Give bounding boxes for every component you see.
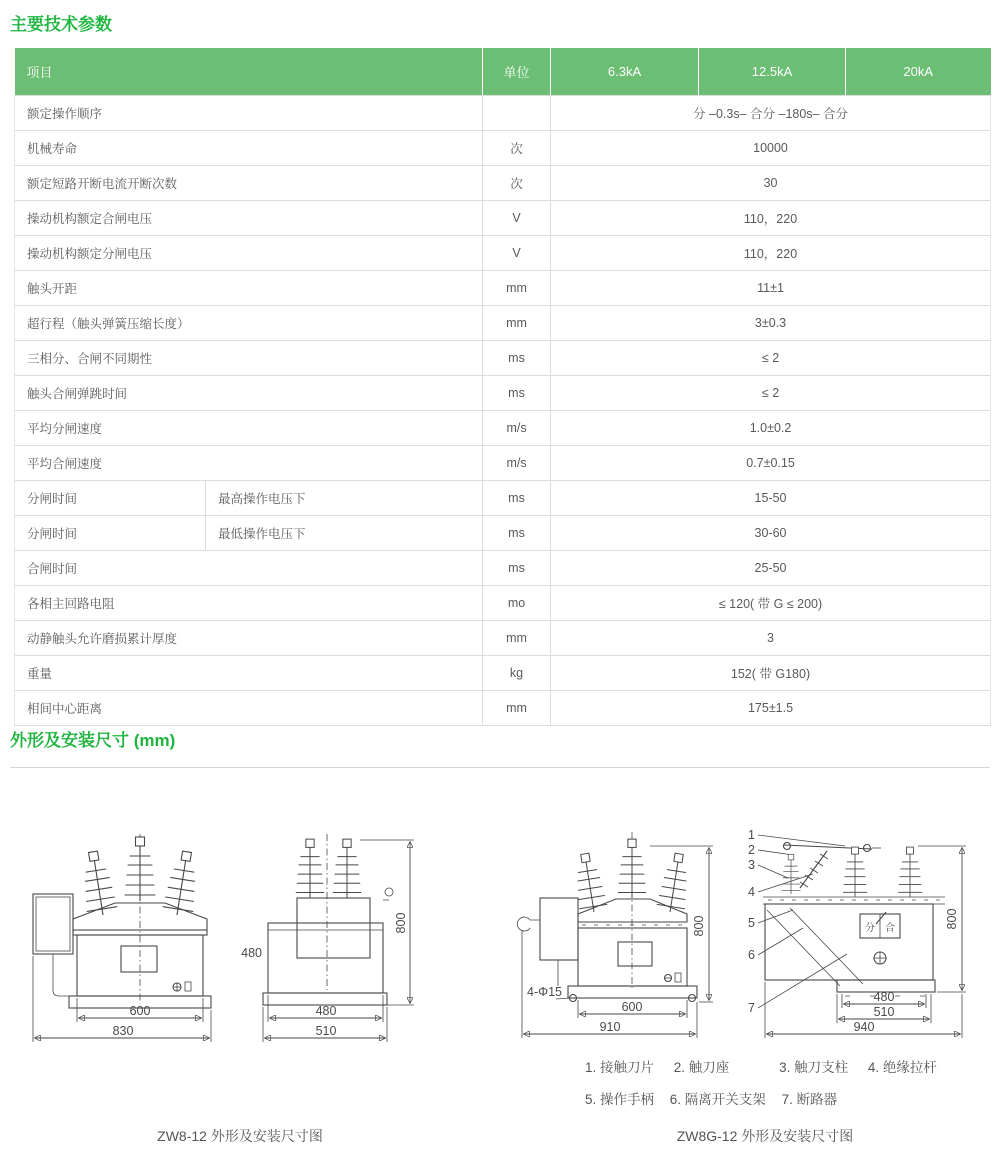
parts-legend	[585, 1056, 990, 1108]
insulator-icon	[782, 854, 801, 894]
row-unit: ms	[483, 516, 551, 551]
header-col-6-3ka: 6.3kA	[551, 48, 699, 96]
header-unit: 单位	[483, 48, 551, 96]
row-label: 相间中心距离	[15, 691, 483, 726]
dim-label: 800	[394, 912, 408, 934]
insulator-icon	[618, 839, 646, 898]
indicator-open-label: 分	[865, 923, 875, 934]
mechanism-box	[540, 898, 578, 960]
row-value: 25-50	[551, 551, 991, 586]
parameters-table	[14, 48, 991, 726]
table-row	[15, 551, 991, 586]
insulator-icon	[162, 849, 202, 917]
zw8-side-view	[241, 834, 414, 1042]
row-unit	[483, 96, 551, 131]
table-row	[15, 516, 991, 551]
row-unit: m/s	[483, 411, 551, 446]
mechanism-box	[33, 894, 73, 954]
part-number: 7	[748, 1001, 755, 1015]
header-item: 项目	[15, 48, 483, 96]
row-value: 15-50	[551, 481, 991, 516]
ground-symbol-icon	[173, 982, 191, 991]
zw8g-side-view	[748, 828, 966, 1038]
dim-label: 480	[241, 946, 262, 960]
row-value: ≤ 2	[551, 376, 991, 411]
row-unit: 次	[483, 131, 551, 166]
figure-caption-zw8-12: ZW8-12 外形及安装尺寸图	[157, 1128, 323, 1144]
figure-caption-zw8g-12: ZW8G-12 外形及安装尺寸图	[676, 1128, 854, 1144]
holes-label: 4-Φ15	[527, 985, 562, 999]
section-title-dimensions: 外形及安装尺寸 (mm)	[10, 731, 176, 750]
row-label: 合闸时间	[15, 551, 483, 586]
dim-label: 510	[873, 1005, 895, 1019]
table-row	[15, 201, 991, 236]
row-unit: m/s	[483, 446, 551, 481]
row-value: 3	[551, 621, 991, 656]
row-label: 分闸时间	[15, 516, 206, 551]
parts-legend-line1	[585, 1056, 990, 1076]
row-value: ≤ 120( 带 G ≤ 200)	[551, 586, 991, 621]
insulator-icon	[898, 847, 921, 897]
row-label: 各相主回路电阻	[15, 586, 483, 621]
table-row	[15, 341, 991, 376]
row-value: 1.0±0.2	[551, 411, 991, 446]
parts-list-item: 4. 绝缘拉杆	[867, 1060, 937, 1075]
parts-list-item: 6. 隔离开关支架	[669, 1092, 766, 1107]
dim-label: 600	[621, 1000, 643, 1014]
row-value: 175±1.5	[551, 691, 991, 726]
insulator-icon	[296, 839, 324, 898]
dim-label: 910	[599, 1020, 621, 1034]
table-row	[15, 446, 991, 481]
row-label: 机械寿命	[15, 131, 483, 166]
zw8-front-view	[33, 834, 211, 1042]
part-number: 2	[748, 843, 755, 857]
dim-label: 800	[945, 908, 959, 930]
table-row	[15, 131, 991, 166]
row-value: 110，220	[551, 201, 991, 236]
row-label: 平均分闸速度	[15, 411, 483, 446]
row-label: 分闸时间	[15, 481, 206, 516]
row-unit: 次	[483, 166, 551, 201]
insulator-icon	[333, 839, 361, 898]
table-row	[15, 621, 991, 656]
row-label: 触头开距	[15, 271, 483, 306]
table-row	[15, 376, 991, 411]
row-unit: V	[483, 236, 551, 271]
row-label: 触头合闸弹跳时间	[15, 376, 483, 411]
dim-label: 480	[315, 1004, 337, 1018]
row-unit: ms	[483, 481, 551, 516]
dim-label: 830	[112, 1024, 134, 1038]
dim-label: 800	[692, 915, 706, 937]
insulator-icon	[843, 847, 866, 897]
row-unit: ms	[483, 551, 551, 586]
figure-zw8-12-drawing	[15, 818, 465, 1058]
row-value: 152( 带 G180)	[551, 656, 991, 691]
row-unit: mm	[483, 271, 551, 306]
row-sublabel: 最高操作电压下	[206, 481, 483, 516]
table-row	[15, 306, 991, 341]
row-value: 3±0.3	[551, 306, 991, 341]
row-value: 0.7±0.15	[551, 446, 991, 481]
row-label: 动静触头允许磨损累计厚度	[15, 621, 483, 656]
row-value: 30	[551, 166, 991, 201]
row-label: 重量	[15, 656, 483, 691]
figure-zw8g-12-drawing	[500, 818, 990, 1058]
row-value: 30-60	[551, 516, 991, 551]
parts-legend-line2	[585, 1088, 990, 1108]
part-number: 1	[748, 828, 755, 842]
indicator-close-label: 合	[885, 923, 895, 934]
part-number: 5	[748, 916, 755, 930]
section-divider	[10, 767, 990, 768]
row-unit: mm	[483, 691, 551, 726]
ground-symbol-icon	[665, 973, 682, 982]
insulator-icon	[656, 852, 692, 914]
row-unit: mm	[483, 621, 551, 656]
row-label: 平均合闸速度	[15, 446, 483, 481]
row-unit: V	[483, 201, 551, 236]
insulator-icon	[125, 837, 155, 901]
row-label: 操动机构额定分闸电压	[15, 236, 483, 271]
row-value: 110，220	[551, 236, 991, 271]
pull-rod	[800, 851, 828, 888]
table-header	[15, 48, 991, 96]
table-row	[15, 481, 991, 516]
parts-list-item: 2. 触刀座	[673, 1060, 730, 1075]
table-row	[15, 166, 991, 201]
parts-list-item: 1. 接触刀片	[585, 1060, 655, 1075]
row-value: ≤ 2	[551, 341, 991, 376]
part-number: 6	[748, 948, 755, 962]
open-close-indicator	[860, 912, 900, 938]
row-unit: mo	[483, 586, 551, 621]
row-unit: ms	[483, 376, 551, 411]
insulator-icon	[78, 849, 118, 917]
row-sublabel: 最低操作电压下	[206, 516, 483, 551]
dim-label: 600	[129, 1004, 151, 1018]
table-row	[15, 271, 991, 306]
row-value: 10000	[551, 131, 991, 166]
parts-list-item: 5. 操作手柄	[585, 1092, 655, 1107]
row-label: 额定操作顺序	[15, 96, 483, 131]
zw8g-front-view	[517, 832, 713, 1038]
part-number: 3	[748, 858, 755, 872]
part-number: 4	[748, 885, 755, 899]
row-label: 三相分、合闸不同期性	[15, 341, 483, 376]
row-label: 额定短路开断电流开断次数	[15, 166, 483, 201]
ground-symbol-icon	[874, 952, 886, 964]
table-row	[15, 656, 991, 691]
row-value: 分 –0.3s– 合分 –180s– 合分	[551, 96, 991, 131]
row-label: 超行程（触头弹簧压缩长度）	[15, 306, 483, 341]
dim-label: 510	[315, 1024, 337, 1038]
section-title-parameters: 主要技术参数	[10, 15, 112, 34]
table-row	[15, 96, 991, 131]
row-label: 操动机构额定合闸电压	[15, 201, 483, 236]
table-row	[15, 586, 991, 621]
table-row	[15, 691, 991, 726]
parts-list-item: 7. 断路器	[781, 1092, 838, 1107]
dim-label: 480	[873, 990, 895, 1004]
parts-list-item: 3. 触刀支柱	[779, 1060, 849, 1075]
header-col-12-5ka: 12.5kA	[699, 48, 846, 96]
table-row	[15, 411, 991, 446]
table-row	[15, 236, 991, 271]
dim-label: 940	[853, 1020, 875, 1034]
header-col-20ka: 20kA	[846, 48, 991, 96]
row-unit: ms	[483, 341, 551, 376]
row-value: 11±1	[551, 271, 991, 306]
row-unit: kg	[483, 656, 551, 691]
row-unit: mm	[483, 306, 551, 341]
